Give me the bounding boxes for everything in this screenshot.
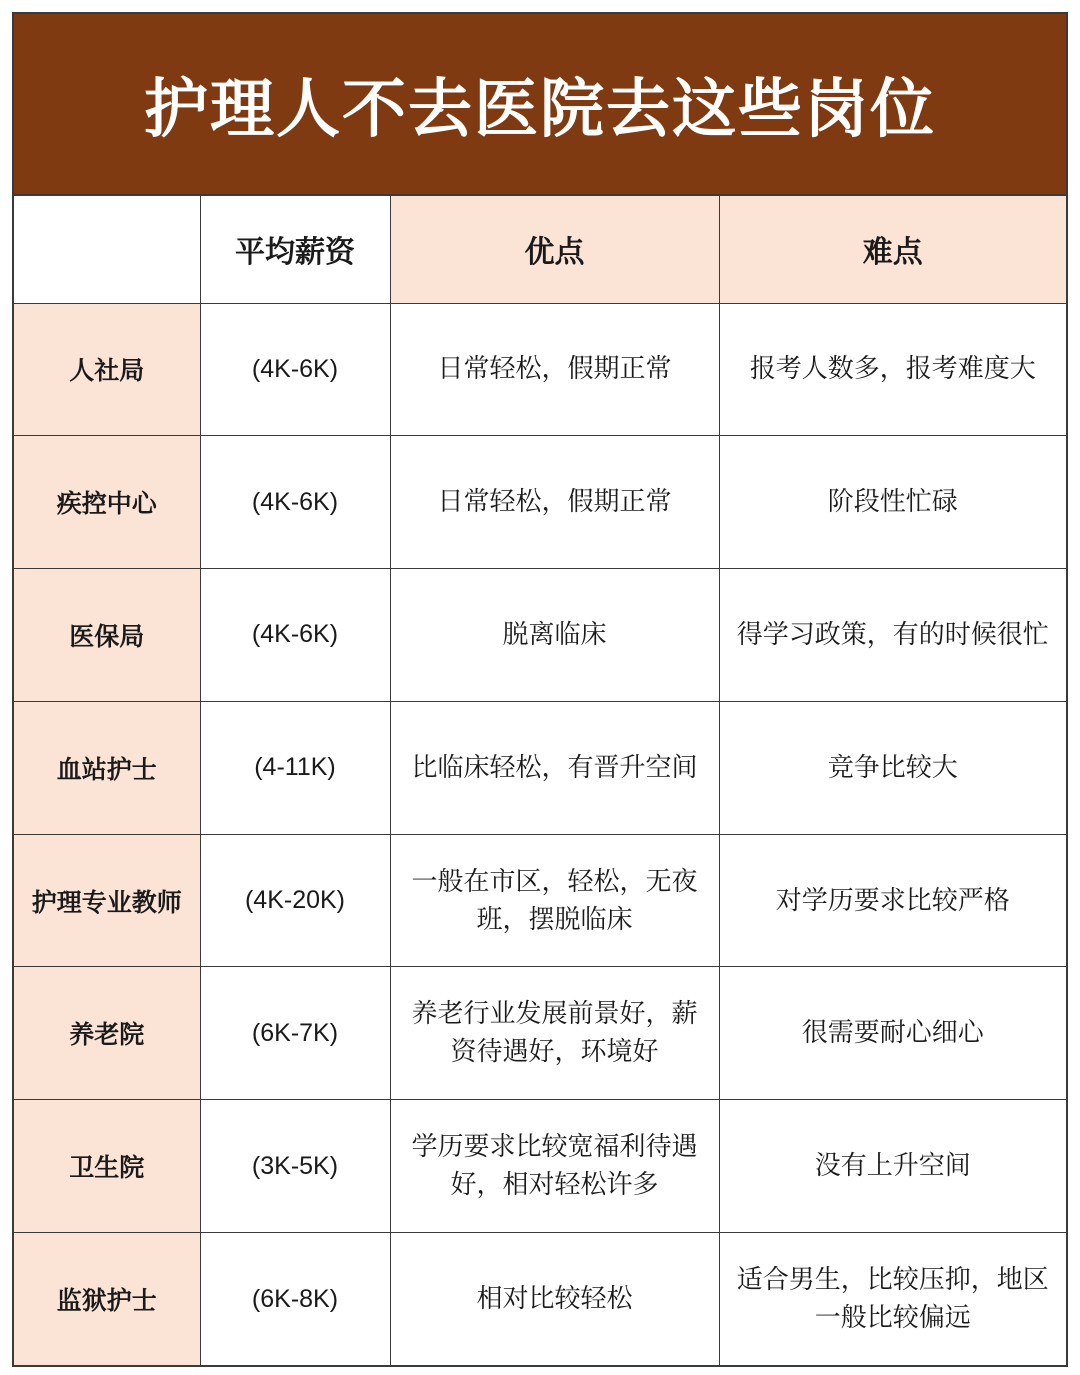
header-pros: 优点	[390, 196, 719, 303]
cons-cell: 没有上升空间	[719, 1100, 1066, 1233]
salary-cell: (4K-6K)	[200, 303, 390, 436]
header-corner	[14, 196, 200, 303]
cons-cell: 报考人数多，报考难度大	[719, 303, 1066, 436]
pros-cell: 比临床轻松，有晋升空间	[390, 701, 719, 834]
info-card	[12, 12, 1068, 1367]
table-row	[14, 436, 1066, 569]
row-label: 血站护士	[14, 701, 200, 834]
row-label: 护理专业教师	[14, 834, 200, 967]
title-banner	[14, 14, 1066, 196]
table-row	[14, 701, 1066, 834]
row-label: 疾控中心	[14, 436, 200, 569]
table-row	[14, 834, 1066, 967]
pros-cell: 日常轻松，假期正常	[390, 303, 719, 436]
salary-cell: (4K-20K)	[200, 834, 390, 967]
pros-cell: 养老行业发展前景好，薪资待遇好，环境好	[390, 967, 719, 1100]
table-row	[14, 569, 1066, 702]
cons-cell: 适合男生，比较压抑，地区一般比较偏远	[719, 1233, 1066, 1366]
row-label: 医保局	[14, 569, 200, 702]
pros-cell: 日常轻松，假期正常	[390, 436, 719, 569]
pros-cell: 相对比较轻松	[390, 1233, 719, 1366]
row-label: 监狱护士	[14, 1233, 200, 1366]
table-row	[14, 303, 1066, 436]
pros-cell: 脱离临床	[390, 569, 719, 702]
job-comparison-table	[14, 196, 1066, 1365]
table-header-row	[14, 196, 1066, 303]
cons-cell: 对学历要求比较严格	[719, 834, 1066, 967]
cons-cell: 得学习政策，有的时候很忙	[719, 569, 1066, 702]
pros-cell: 学历要求比较宽福利待遇好，相对轻松许多	[390, 1100, 719, 1233]
salary-cell: (6K-7K)	[200, 967, 390, 1100]
salary-cell: (4-11K)	[200, 701, 390, 834]
cons-cell: 阶段性忙碌	[719, 436, 1066, 569]
pros-cell: 一般在市区，轻松，无夜班，摆脱临床	[390, 834, 719, 967]
cons-cell: 竞争比较大	[719, 701, 1066, 834]
table-row	[14, 1233, 1066, 1366]
page-title: 护理人不去医院去这些岗位	[144, 73, 936, 147]
row-label: 养老院	[14, 967, 200, 1100]
cons-cell: 很需要耐心细心	[719, 967, 1066, 1100]
salary-cell: (4K-6K)	[200, 569, 390, 702]
row-label: 人社局	[14, 303, 200, 436]
table-row	[14, 967, 1066, 1100]
header-salary: 平均薪资	[200, 196, 390, 303]
salary-cell: (3K-5K)	[200, 1100, 390, 1233]
salary-cell: (4K-6K)	[200, 436, 390, 569]
header-cons: 难点	[719, 196, 1066, 303]
table-row	[14, 1100, 1066, 1233]
row-label: 卫生院	[14, 1100, 200, 1233]
salary-cell: (6K-8K)	[200, 1233, 390, 1366]
